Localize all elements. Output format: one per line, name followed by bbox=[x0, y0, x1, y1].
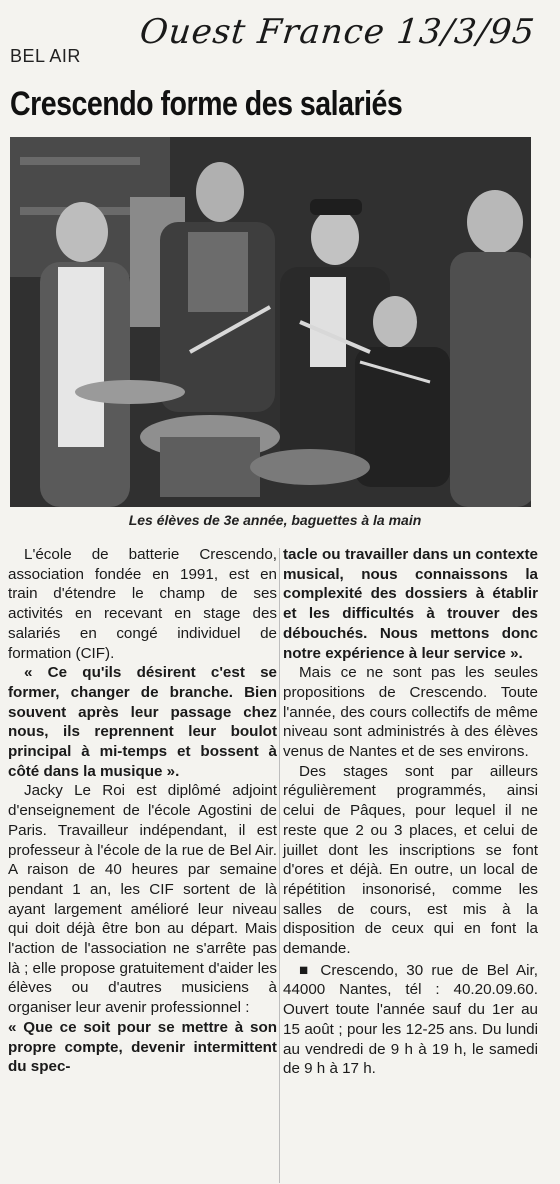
quote-paragraph: tacle ou travailler dans un contexte musical, nous connaissons la complexité des dossiers à établir et les difficultés à trouver des débouchés. Nous mettons donc notre expérience à leur service ». bbox=[283, 546, 538, 662]
practical-info-note: ■ Crescendo, 30 rue de Bel Air, 44000 Nantes, tél : 40.20.09.60. Ouvert toute l'année sauf du 1er au 15 août ; pour les 12-25 ans. Du lundi au vendredi de 9 h à 19 h, le samedi de 9 h à 17 h. bbox=[283, 961, 538, 1078]
quote-paragraph: « Ce qu'ils désirent c'est se former, changer de branche. Bien souvent après leur passage chez nous, ils reprennent leur boulot principal à mi-temps et bossent à côté dans la musique ». bbox=[8, 664, 277, 780]
handwritten-source-note: Ouest France 13/3/95 bbox=[137, 12, 537, 52]
section-rubric: BEL AIR bbox=[10, 46, 81, 66]
photo-drawing bbox=[10, 137, 531, 507]
paragraph: Des stages sont par ailleurs régulièrement programmés, ainsi celui de Pâques, pour lequel il ne reste que 2 ou 3 places, et celui de juillet dont les inscriptions se font d'ores et déjà. En outre, un local de répétition insonorisé, comme les salles de cours, est mis à la disposition de ceux qui en font la demande. bbox=[283, 762, 538, 958]
quote-paragraph: « Que ce soit pour se mettre à son propre compte, devenir intermittent du spec- bbox=[8, 1018, 277, 1076]
paragraph: Jacky Le Roi est diplômé adjoint d'enseignement de l'école Agostini de Paris. Travailleur indépendant, il est professeur à l'école de la rue de Bel Air. A raison de 40 heures par semaine pendant 1 an, les CIF sortent de là ayant largement amélioré leur niveau qui doit déjà être bon au départ. Mais l'action de l'association ne s'arrête pas là ; elle propose gratuitement d'aider les élèves ou d'autres musiciens à organiser leur avenir professionnel : bbox=[8, 782, 277, 1017]
article-headline: Crescendo forme des salariés bbox=[10, 85, 403, 123]
article-column-left bbox=[8, 545, 277, 1077]
paragraph: L'école de batterie Crescendo, association fondée en 1991, est en train d'étendre le champ de ses activités en recevant en stage des salariés en congé individuel de formation (CIF). bbox=[8, 546, 277, 662]
photo-caption: Les élèves de 3e année, baguettes à la main bbox=[128, 512, 422, 528]
paragraph: Mais ce ne sont pas les seules propositions de Crescendo. Toute l'année, des cours collectifs de même niveau sont administrés à des élèves venus de Nantes et de ses environs. bbox=[283, 664, 538, 761]
photo-of-drum-students bbox=[10, 137, 531, 507]
article-column-right bbox=[283, 545, 538, 1079]
column-divider bbox=[279, 548, 280, 1183]
